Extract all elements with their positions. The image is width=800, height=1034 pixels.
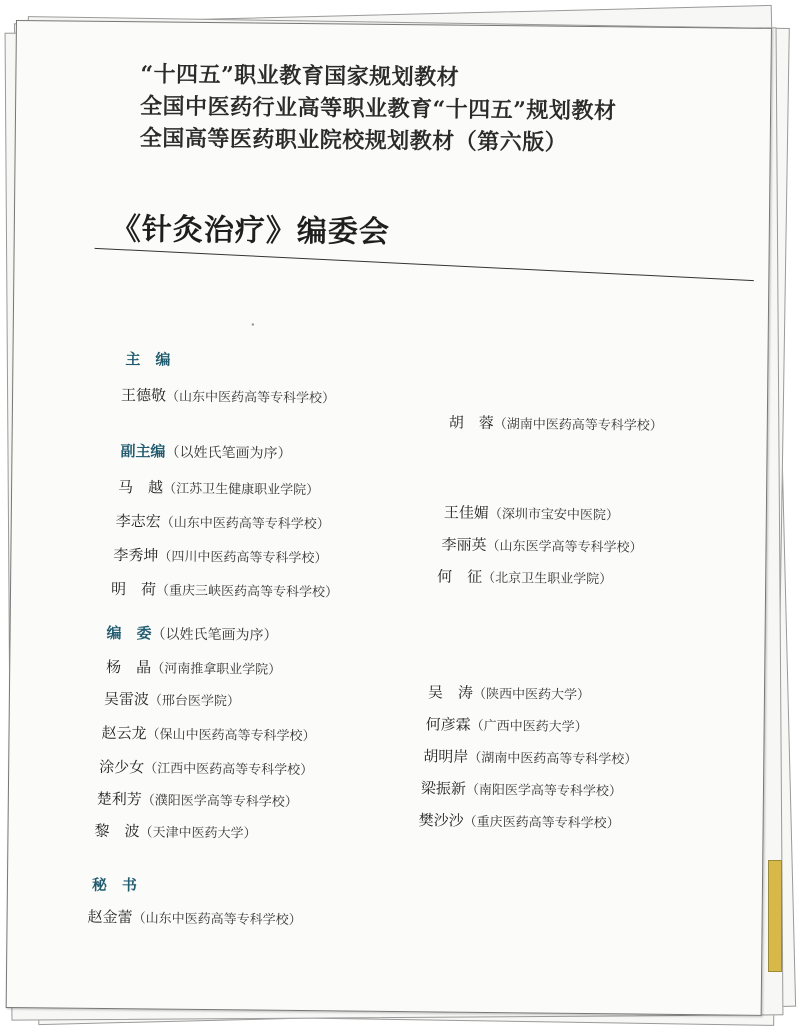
member-entry: [437, 565, 612, 588]
section-heading-deputy-editor: [120, 440, 291, 463]
member-entry: [419, 809, 620, 832]
member-entry: [106, 656, 281, 679]
member-name: 黎 波: [94, 821, 140, 841]
title-rule: [95, 248, 754, 281]
member-entry: [118, 476, 319, 499]
member-affiliation: （山东中医药高等专科学校）: [132, 911, 302, 929]
member-name: 李丽英: [441, 535, 487, 554]
member-name: 涂少女: [99, 757, 145, 777]
member-entry: [99, 756, 313, 779]
member-affiliation: （湖南中医药高等专科学校）: [493, 417, 663, 434]
member-entry: [421, 777, 622, 800]
member-affiliation: （邢台医学院）: [148, 693, 240, 710]
member-name: 赵云龙: [101, 723, 147, 743]
section-heading-note: （以姓氏笔画为序）: [165, 444, 292, 462]
member-affiliation: （南阳医学高等专科学校）: [465, 782, 623, 800]
member-entry: [121, 384, 335, 407]
member-affiliation: （天津中医药大学）: [139, 825, 257, 842]
member-entry: [104, 688, 240, 710]
member-affiliation: （陕西中医药大学）: [472, 686, 591, 704]
member-entry: [116, 510, 330, 533]
member-name: 王佳媚: [443, 503, 489, 522]
member-name: 樊沙沙: [418, 811, 464, 830]
member-affiliation: （重庆三峡医药高等专科学校）: [155, 583, 339, 601]
member-name: 马 越: [118, 478, 164, 497]
member-entry: [97, 788, 298, 811]
member-affiliation: （山东医学高等专科学校）: [486, 538, 643, 556]
member-name: 李志宏: [115, 512, 161, 531]
series-line-1: “十四五”职业教育国家规划教材: [140, 61, 460, 91]
member-affiliation: （四川中医药高等专科学校）: [158, 549, 328, 567]
member-name: 吴 涛: [427, 683, 474, 702]
member-affiliation: （深圳市宝安中医院）: [488, 506, 619, 524]
member-entry: [444, 502, 619, 525]
member-entry: [101, 722, 315, 745]
series-line-3: 全国高等医药职业院校规划教材（第六版）: [139, 125, 568, 156]
member-affiliation: （北京卫生职业学院）: [482, 570, 613, 588]
member-name: 吴雷波: [103, 689, 150, 709]
document-page: [6, 20, 772, 1016]
member-affiliation: （重庆医药高等专科学校）: [463, 814, 620, 832]
section-heading-text: 编 委: [106, 623, 152, 643]
section-heading-secretary: [92, 874, 137, 895]
member-name: 王德敬: [120, 386, 167, 405]
section-heading-chief-editor: [125, 348, 170, 369]
member-name: 何彦霖: [425, 715, 471, 734]
member-entry: [428, 681, 590, 704]
member-affiliation: （濮阳医学高等专科学校）: [141, 793, 298, 810]
section-heading-note: （以姓氏笔画为序）: [151, 626, 278, 644]
cover-edge-strip: [768, 860, 782, 972]
committee-title: 《针灸治疗》编委会: [110, 212, 390, 250]
member-affiliation: （河南推拿职业学院）: [151, 661, 282, 678]
member-affiliation: （山东中医药高等专科学校）: [160, 515, 330, 533]
member-name: 赵金蕾: [87, 907, 133, 927]
series-header: [140, 58, 617, 159]
member-entry: [111, 578, 338, 601]
member-entry: [423, 745, 637, 768]
section-heading-text: 主 编: [125, 350, 171, 369]
member-entry: [113, 544, 327, 567]
member-name: 何 征: [437, 567, 483, 586]
member-affiliation: （湖南中医药高等专科学校）: [468, 750, 638, 768]
member-affiliation: （保山中医药高等专科学校）: [146, 727, 316, 745]
member-affiliation: （江苏卫生健康职业学院）: [163, 481, 320, 499]
member-entry: [449, 412, 663, 435]
member-name: 胡明岸: [423, 747, 469, 766]
speck: [252, 323, 254, 325]
member-entry: [94, 820, 256, 843]
member-name: 胡 蓉: [448, 413, 494, 433]
member-name: 杨 晶: [106, 657, 152, 677]
member-affiliation: （广西中医药大学）: [470, 718, 588, 736]
member-name: 明 荷: [110, 580, 157, 599]
member-affiliation: （山东中医药高等专科学校）: [165, 389, 336, 407]
member-name: 楚利芳: [96, 789, 142, 809]
series-line-2: 全国中医药行业高等职业教育“十四五”规划教材: [139, 93, 617, 125]
member-entry: [441, 533, 642, 556]
member-affiliation: （江西中医药高等专科学校）: [144, 761, 314, 779]
member-name: 李秀坤: [113, 546, 159, 565]
member-entry: [88, 906, 302, 929]
section-heading-text: 副主编: [120, 442, 166, 461]
section-heading-committee-members: [106, 622, 277, 645]
member-entry: [426, 713, 588, 736]
member-name: 梁振新: [420, 779, 467, 798]
section-heading-text: 秘 书: [91, 875, 138, 895]
